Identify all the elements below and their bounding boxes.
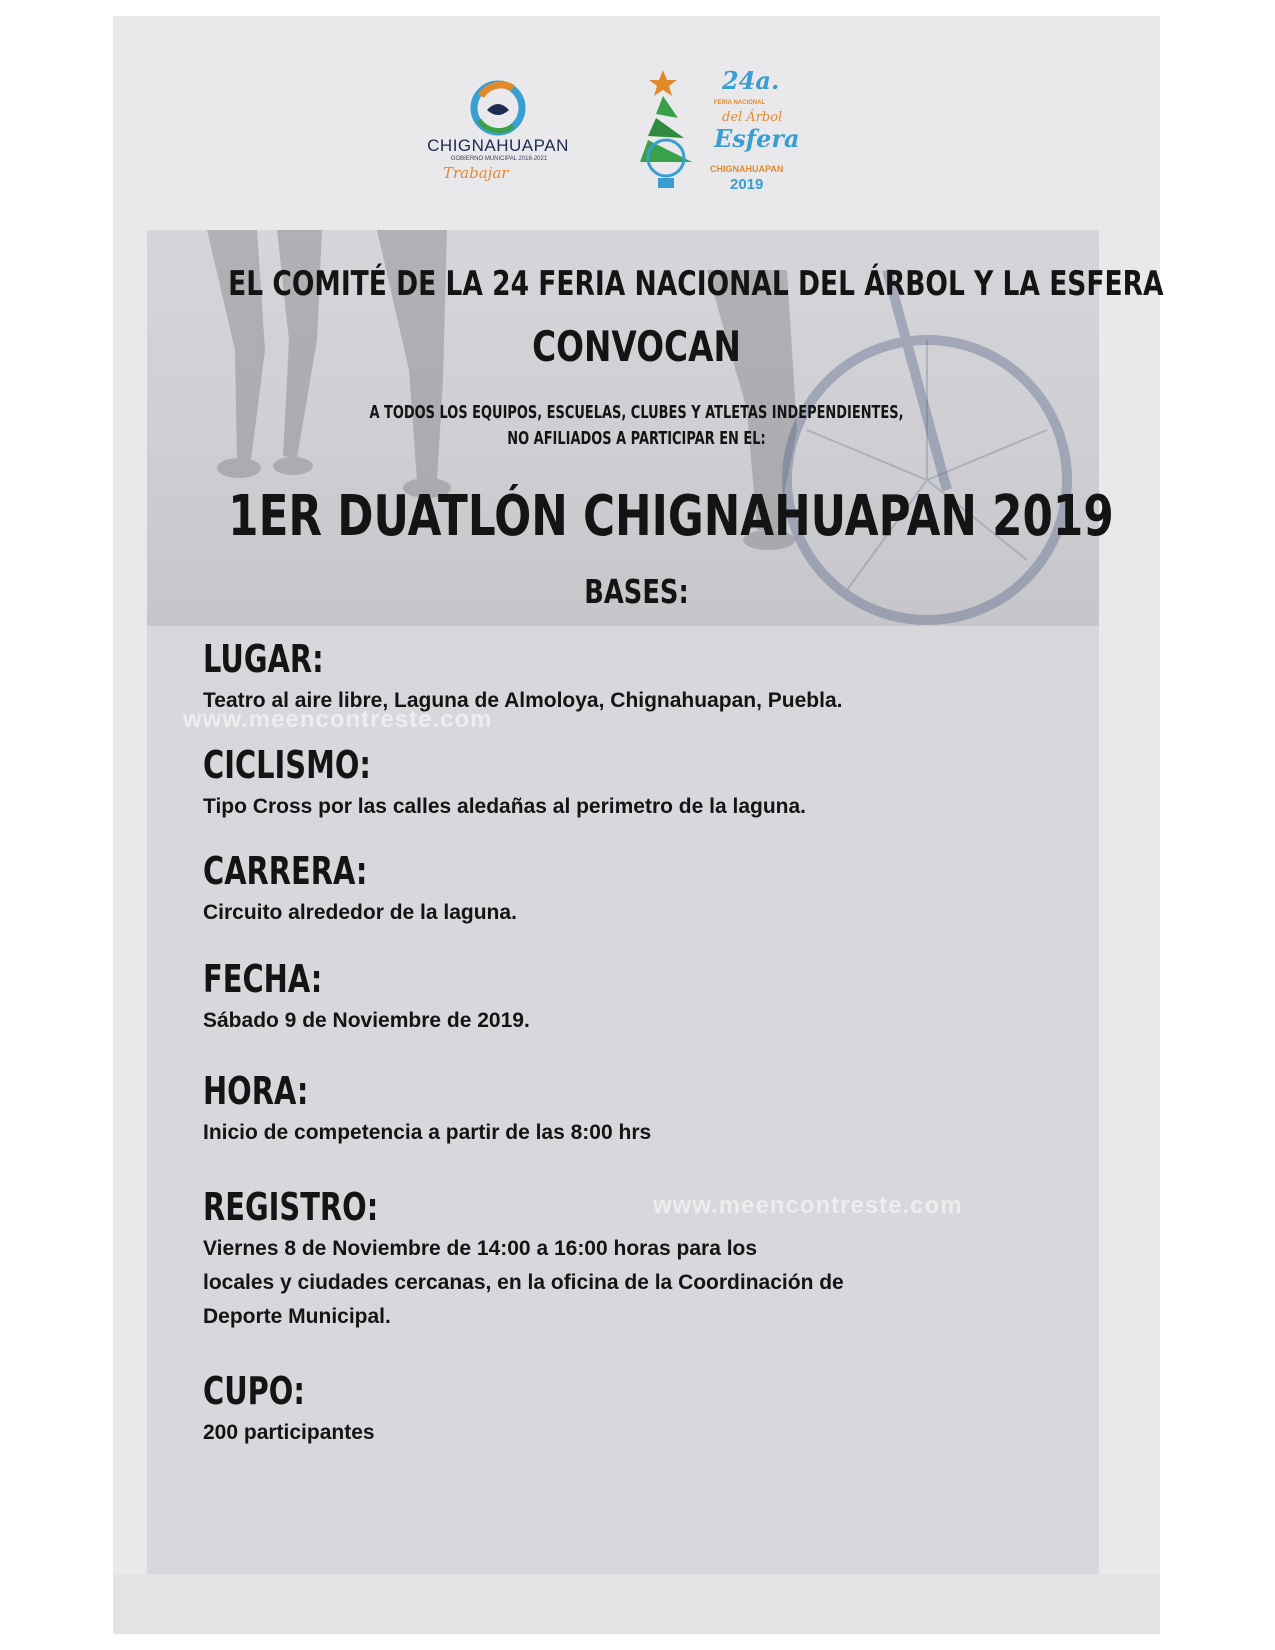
watermark: www.meencontreste.com [183, 706, 493, 733]
feria-edition: 24a. [722, 66, 780, 95]
feria-year: 2019 [730, 176, 764, 193]
section-text: Circuito alrededor de la laguna. [203, 901, 517, 924]
section-text-line: Viernes 8 de Noviembre de 14:00 a 16:00 horas para los [203, 1237, 758, 1260]
invitation-line-2: NO AFILIADOS A PARTICIPAR EN EL: [507, 428, 766, 449]
municipality-slogan: Trabajar [443, 164, 509, 182]
convocan-heading: CONVOCAN [532, 322, 741, 371]
christmas-tree-icon [618, 66, 708, 196]
section-label: CICLISMO: [203, 743, 371, 787]
bottom-band [113, 1574, 1160, 1634]
event-title: 1ER DUATLÓN CHIGNAHUAPAN 2019 [228, 484, 1114, 549]
section-text: Inicio de competencia a partir de las 8:00 hrs [203, 1121, 652, 1144]
section-lugar [203, 636, 1063, 718]
section-label: REGISTRO: [203, 1185, 379, 1229]
poster [113, 16, 1164, 1634]
committee-heading: EL COMITÉ DE LA 24 FERIA NACIONAL DEL ÁRBOL Y LA ESFERA [228, 264, 1164, 304]
municipality-emblem-icon [413, 76, 583, 136]
section-carrera [203, 848, 1063, 930]
section-hora [203, 1068, 1063, 1150]
feria-logo [618, 66, 798, 196]
feria-word-arbol: del Árbol [722, 110, 783, 125]
feria-word-esfera: Esfera [714, 124, 800, 153]
invitation-text [260, 400, 1014, 452]
section-cupo [203, 1368, 1063, 1450]
section-ciclismo [203, 742, 1063, 824]
section-label: CARRERA: [203, 849, 368, 893]
feria-city: CHIGNAHUAPAN [710, 164, 784, 174]
section-label: FECHA: [203, 957, 323, 1001]
section-text-line: Deporte Municipal. [203, 1305, 391, 1328]
section-text: Sábado 9 de Noviembre de 2019. [203, 1009, 530, 1032]
municipality-logo [413, 76, 583, 196]
section-label: CUPO: [203, 1369, 305, 1413]
municipality-name: CHIGNAHUAPAN [427, 136, 569, 155]
municipality-subtitle: GOBIERNO MUNICIPAL 2018-2021 [450, 156, 548, 162]
section-text: Tipo Cross por las calles aledañas al perimetro de la laguna. [203, 795, 807, 818]
bases-heading: BASES: [584, 572, 689, 611]
section-text-line: locales y ciudades cercanas, en la oficina de la Coordinación de [203, 1271, 844, 1294]
feria-line: FERIA NACIONAL [714, 100, 766, 106]
section-fecha [203, 956, 1063, 1038]
section-registro [203, 1184, 1063, 1334]
invitation-line-1: A TODOS LOS EQUIPOS, ESCUELAS, CLUBES Y ATLETAS INDEPENDIENTES, [369, 402, 904, 423]
section-label: HORA: [203, 1069, 309, 1113]
section-label: LUGAR: [203, 637, 324, 681]
section-text [203, 1232, 1063, 1334]
watermark: www.meencontreste.com [653, 1192, 963, 1219]
section-text: Teatro al aire libre, Laguna de Almoloya, Chignahuapan, Puebla. [203, 689, 843, 712]
section-text: 200 participantes [203, 1421, 375, 1444]
